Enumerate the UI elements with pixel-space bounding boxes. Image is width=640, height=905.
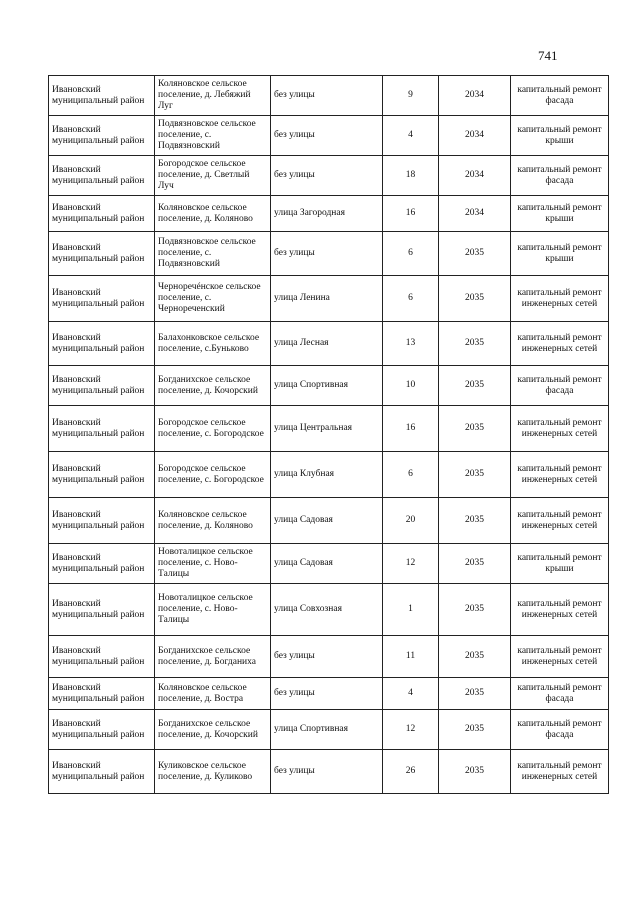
settlement-cell: Богородское сельское поселение, с. Богородское [155, 452, 271, 498]
district-cell: Ивановский муниципальный район [49, 322, 155, 366]
count-cell: 4 [383, 678, 439, 710]
settlement-cell: Богородское сельское поселение, д. Светлый Луч [155, 156, 271, 196]
settlement-cell: Новоталицкое сельское поселение, с. Ново-Талицы [155, 584, 271, 636]
street-cell: улица Клубная [271, 452, 383, 498]
work-type-cell: капитальный ремонт фасада [511, 710, 609, 750]
district-cell: Ивановский муниципальный район [49, 76, 155, 116]
table-row [49, 276, 609, 322]
table-row [49, 156, 609, 196]
year-cell: 2035 [439, 498, 511, 544]
work-type-cell: капитальный ремонт фасада [511, 366, 609, 406]
street-cell: улица Загородная [271, 196, 383, 232]
count-cell: 9 [383, 76, 439, 116]
street-cell: улица Совхозная [271, 584, 383, 636]
count-cell: 11 [383, 636, 439, 678]
year-cell: 2035 [439, 406, 511, 452]
work-type-cell: капитальный ремонт инженерных сетей [511, 276, 609, 322]
work-type-cell: капитальный ремонт крыши [511, 196, 609, 232]
street-cell: улица Лесная [271, 322, 383, 366]
settlement-cell: Черноречéнское сельское поселение, с. Чернореченский [155, 276, 271, 322]
street-cell: улица Спортивная [271, 710, 383, 750]
year-cell: 2035 [439, 544, 511, 584]
district-cell: Ивановский муниципальный район [49, 366, 155, 406]
count-cell: 6 [383, 232, 439, 276]
housing-repair-table [48, 75, 609, 794]
settlement-cell: Коляновское сельское поселение, д. Коляново [155, 498, 271, 544]
street-cell: без улицы [271, 678, 383, 710]
street-cell: улица Спортивная [271, 366, 383, 406]
street-cell: улица Ленина [271, 276, 383, 322]
district-cell: Ивановский муниципальный район [49, 116, 155, 156]
work-type-cell: капитальный ремонт инженерных сетей [511, 636, 609, 678]
year-cell: 2035 [439, 584, 511, 636]
district-cell: Ивановский муниципальный район [49, 276, 155, 322]
year-cell: 2034 [439, 116, 511, 156]
year-cell: 2034 [439, 76, 511, 116]
work-type-cell: капитальный ремонт инженерных сетей [511, 452, 609, 498]
settlement-cell: Коляновское сельское поселение, д. Коляново [155, 196, 271, 232]
settlement-cell: Богданихское сельское поселение, д. Кочорский [155, 366, 271, 406]
page-number: 741 [538, 48, 558, 63]
work-type-cell: капитальный ремонт фасада [511, 156, 609, 196]
table-row [49, 76, 609, 116]
year-cell: 2035 [439, 322, 511, 366]
settlement-cell: Подвязновское сельское поселение, с. Подвязновский [155, 116, 271, 156]
street-cell: без улицы [271, 232, 383, 276]
work-type-cell: капитальный ремонт фасада [511, 76, 609, 116]
street-cell: улица Садовая [271, 544, 383, 584]
count-cell: 6 [383, 452, 439, 498]
district-cell: Ивановский муниципальный район [49, 498, 155, 544]
settlement-cell: Богданихское сельское поселение, д. Кочорский [155, 710, 271, 750]
district-cell: Ивановский муниципальный район [49, 678, 155, 710]
settlement-cell: Коляновское сельское поселение, д. Лебяжий Луг [155, 76, 271, 116]
district-cell: Ивановский муниципальный район [49, 196, 155, 232]
work-type-cell: капитальный ремонт инженерных сетей [511, 406, 609, 452]
year-cell: 2035 [439, 636, 511, 678]
settlement-cell: Богородское сельское поселение, с. Богородское [155, 406, 271, 452]
year-cell: 2035 [439, 276, 511, 322]
count-cell: 18 [383, 156, 439, 196]
table-row [49, 232, 609, 276]
year-cell: 2035 [439, 366, 511, 406]
district-cell: Ивановский муниципальный район [49, 710, 155, 750]
settlement-cell: Куликовское сельское поселение, д. Куликово [155, 750, 271, 794]
settlement-cell: Подвязновское сельское поселение, с. Подвязновский [155, 232, 271, 276]
district-cell: Ивановский муниципальный район [49, 452, 155, 498]
district-cell: Ивановский муниципальный район [49, 232, 155, 276]
table-row [49, 750, 609, 794]
work-type-cell: капитальный ремонт крыши [511, 232, 609, 276]
count-cell: 6 [383, 276, 439, 322]
count-cell: 16 [383, 196, 439, 232]
table-row [49, 636, 609, 678]
settlement-cell: Коляновское сельское поселение, д. Востра [155, 678, 271, 710]
count-cell: 12 [383, 544, 439, 584]
count-cell: 1 [383, 584, 439, 636]
street-cell: без улицы [271, 76, 383, 116]
count-cell: 16 [383, 406, 439, 452]
work-type-cell: капитальный ремонт крыши [511, 544, 609, 584]
table-row [49, 678, 609, 710]
street-cell: без улицы [271, 116, 383, 156]
count-cell: 26 [383, 750, 439, 794]
district-cell: Ивановский муниципальный район [49, 584, 155, 636]
count-cell: 13 [383, 322, 439, 366]
count-cell: 4 [383, 116, 439, 156]
year-cell: 2035 [439, 710, 511, 750]
street-cell: без улицы [271, 636, 383, 678]
year-cell: 2035 [439, 750, 511, 794]
street-cell: улица Центральная [271, 406, 383, 452]
count-cell: 20 [383, 498, 439, 544]
table-row [49, 584, 609, 636]
street-cell: без улицы [271, 750, 383, 794]
table-row [49, 710, 609, 750]
table-row [49, 406, 609, 452]
district-cell: Ивановский муниципальный район [49, 750, 155, 794]
table-row [49, 366, 609, 406]
year-cell: 2034 [439, 156, 511, 196]
table-body [49, 76, 609, 794]
table-row [49, 498, 609, 544]
year-cell: 2035 [439, 232, 511, 276]
street-cell: улица Садовая [271, 498, 383, 544]
table-row [49, 322, 609, 366]
work-type-cell: капитальный ремонт инженерных сетей [511, 584, 609, 636]
settlement-cell: Богданихское сельское поселение, д. Богданиха [155, 636, 271, 678]
settlement-cell: Новоталицкое сельское поселение, с. Ново-Талицы [155, 544, 271, 584]
work-type-cell: капитальный ремонт крыши [511, 116, 609, 156]
district-cell: Ивановский муниципальный район [49, 156, 155, 196]
table-row [49, 196, 609, 232]
street-cell: без улицы [271, 156, 383, 196]
count-cell: 12 [383, 710, 439, 750]
count-cell: 10 [383, 366, 439, 406]
table-row [49, 452, 609, 498]
district-cell: Ивановский муниципальный район [49, 406, 155, 452]
year-cell: 2035 [439, 452, 511, 498]
work-type-cell: капитальный ремонт инженерных сетей [511, 498, 609, 544]
table-row [49, 116, 609, 156]
year-cell: 2035 [439, 678, 511, 710]
district-cell: Ивановский муниципальный район [49, 636, 155, 678]
year-cell: 2034 [439, 196, 511, 232]
work-type-cell: капитальный ремонт инженерных сетей [511, 750, 609, 794]
work-type-cell: капитальный ремонт инженерных сетей [511, 322, 609, 366]
work-type-cell: капитальный ремонт фасада [511, 678, 609, 710]
table-row [49, 544, 609, 584]
district-cell: Ивановский муниципальный район [49, 544, 155, 584]
settlement-cell: Балахонковское сельское поселение, с.Буньково [155, 322, 271, 366]
